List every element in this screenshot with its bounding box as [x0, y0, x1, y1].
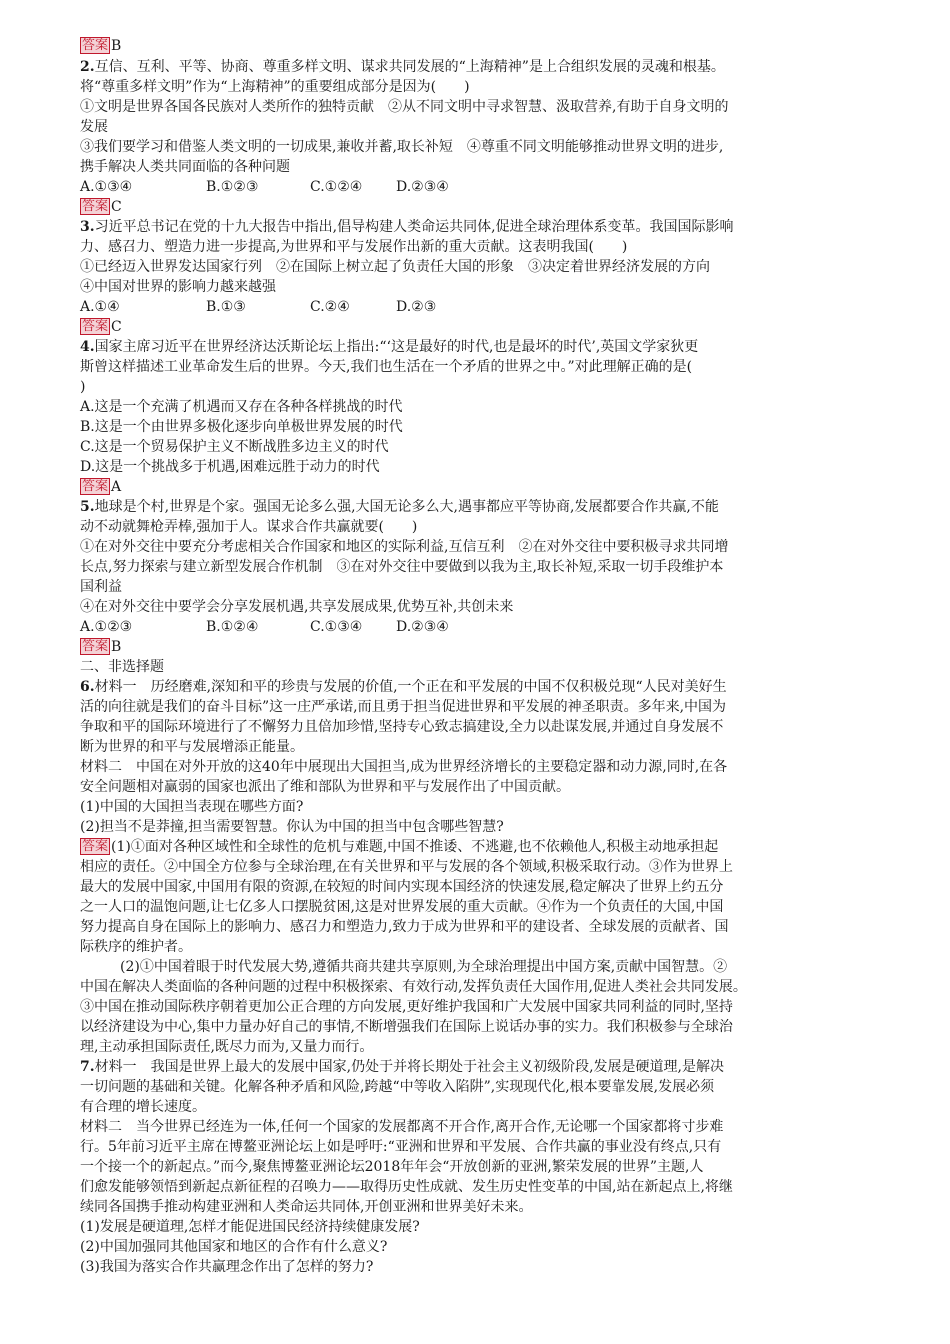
q7-material1-line-2: 一切问题的基础和关键。化解各种矛盾和风险,跨越“中等收入陷阱”,实现现代化,根本要靠发展,发展必须	[80, 1079, 715, 1095]
q6-answer-line-11: 理,主动承担国际责任,既尽力而为,又量力而行。	[80, 1039, 374, 1055]
q7-material2-line-3: 一个接一个的新起点。”而今,聚焦博鳌亚洲论坛2018年年会“开放创新的亚洲,繁荣发展的世界”主题,人	[80, 1159, 704, 1175]
q5-answer-line	[80, 638, 121, 657]
q6-answer-line-7: (2)①中国着眼于时代发展大势,遵循共商共建共享原则,为全球治理提出中国方案,贡献中国智慧。②	[120, 959, 728, 975]
stem-text: 互信、互利、平等、协商、尊重多样文明、谋求共同发展的“上海精神”是上合组织发展的灵魂和根基。	[94, 59, 725, 75]
q4-stem-line-2: 斯曾这样描述工业革命发生后的世界。今天,我们也生活在一个矛盾的世界之中。”对此理解正确的是(	[80, 359, 693, 375]
q7-material2-line-4: 们愈发能够领悟到新起点新征程的召唤力——取得历史性成就、发生历史性变革的中国,站在新起点上,将继	[80, 1179, 733, 1195]
q6-material1-line-2: 活的向往就是我们的奋斗目标”这一庄严承诺,而且勇于担当促进世界和平发展的神圣职责。多年来,中国为	[80, 699, 727, 715]
question-number: 7.	[80, 1059, 95, 1075]
q6-answer-line-1	[80, 838, 718, 857]
question-number: 6.	[80, 679, 95, 695]
option-c: C.②④	[310, 299, 350, 315]
answer-value: C	[111, 199, 122, 215]
answer-tag: 答案	[82, 38, 109, 53]
q6-answer-line-6: 际秩序的维护者。	[80, 939, 192, 955]
material-text: 材料一 历经磨难,深知和平的珍贵与发展的价值,一个正在和平发展的中国不仅积极兑现“人民对美好生	[94, 679, 727, 695]
q6-answer-line-10: 以经济建设为中心,集中力量办好自己的事情,不断增强我们在国际上说话办事的实力。我们积极参与全球治	[80, 1019, 733, 1035]
stem-text: 国家主席习近平在世界经济达沃斯论坛上指出:“‘这是最好的时代,也是最坏的时代’,英国文学家狄更	[94, 339, 699, 355]
q7-subquestion-3: (3)我国为落实合作共赢理念作出了怎样的努力?	[80, 1259, 374, 1275]
option-a: A.①④	[80, 299, 120, 315]
q3-answer-line	[80, 318, 122, 337]
q7-subquestion-1: (1)发展是硬道理,怎样才能促进国民经济持续健康发展?	[80, 1219, 420, 1235]
q3-options	[80, 298, 436, 317]
option-b: B.①②③	[206, 179, 259, 195]
answer-value: C	[111, 319, 122, 335]
stem-text: 习近平总书记在党的十九大报告中指出,倡导构建人类命运共同体,促进全球治理体系变革。我国国际影响	[94, 219, 734, 235]
question-number: 4.	[80, 339, 95, 355]
q2-statement-line-1: ①文明是世界各国各民族对人类所作的独特贡献 ②从不同文明中寻求智慧、汲取营养,有助于自身文明的	[80, 99, 729, 115]
q6-answer-line-5: 努力提高自身在国际上的影响力、感召力和塑造力,致力于成为世界和平的建设者、全球发展的贡献者、国	[80, 919, 729, 935]
q5-stem-line-1	[80, 498, 719, 517]
option-d: D.②③④	[396, 179, 449, 195]
q1-answer-line	[80, 37, 121, 56]
q4-stem-line-1	[80, 338, 698, 357]
question-number: 2.	[80, 59, 95, 75]
q5-options	[80, 618, 449, 637]
q7-material1-line-3: 有合理的增长速度。	[80, 1099, 206, 1115]
q4-answer-line	[80, 478, 121, 497]
q3-statement-line-2: ④中国对世界的影响力越来越强	[80, 279, 276, 295]
q5-stem-line-2: 动不动就舞枪弄棒,强加于人。谋求合作共赢就要( )	[80, 519, 418, 535]
q6-subquestion-1: (1)中国的大国担当表现在哪些方面?	[80, 799, 304, 815]
material-text: 材料一 我国是世界上最大的发展中国家,仍处于并将长期处于社会主义初级阶段,发展是硬道理,是解决	[94, 1059, 724, 1075]
question-number: 3.	[80, 219, 95, 235]
q6-material1-line-1	[80, 678, 727, 697]
q6-material1-line-4: 断为世界的和平与发展增添正能量。	[80, 739, 304, 755]
q7-material1-line-1	[80, 1058, 724, 1077]
option-d: D.②③	[396, 299, 437, 315]
option-b: B.①②④	[206, 619, 259, 635]
q6-answer-line-9: ③中国在推动国际秩序朝着更加公正合理的方向发展,更好维护我国和广大发展中国家共同利益的同时,坚持	[80, 999, 733, 1015]
q2-statement-line-2: 发展	[80, 119, 108, 135]
q3-statement-line-1: ①已经迈入世界发达国家行列 ②在国际上树立起了负责任大国的形象 ③决定着世界经济发展的方向	[80, 259, 710, 275]
question-number: 5.	[80, 499, 95, 515]
q7-material2-line-5: 续同各国携手推动构建亚洲和人类命运共同体,开创亚洲和世界美好未来。	[80, 1199, 533, 1215]
section-heading: 二、非选择题	[80, 659, 164, 675]
q6-material2-line-1: 材料二 中国在对外开放的这40年中展现出大国担当,成为世界经济增长的主要稳定器和动力源,同时,在各	[80, 759, 728, 775]
answer-value: B	[111, 38, 122, 54]
stem-text: 地球是个村,世界是个家。强国无论多么强,大国无论多么大,遇事都应平等协商,发展都要合作共赢,不能	[94, 499, 719, 515]
option-d: D.②③④	[396, 619, 449, 635]
answer-tag: 答案	[82, 319, 109, 334]
q6-answer-line-3: 最大的发展中国家,中国用有限的资源,在较短的时间内实现本国经济的快速发展,稳定解决了世界上约五分	[80, 879, 724, 895]
option-b: B.①③	[206, 299, 246, 315]
q6-answer-line-8: 中国在解决人类面临的各种问题的过程中积极探索、有效行动,发挥负责任大国作用,促进人类社会共同发展。	[80, 979, 747, 995]
q2-stem-line-2: 将“尊重多样文明”作为“上海精神”的重要组成部分是因为( )	[80, 79, 470, 95]
answer-text: (1)①面对各种区域性和全球性的危机与难题,中国不推诿、不逃避,也不依赖他人,积极主动地承担起	[111, 839, 719, 855]
answer-tag: 答案	[82, 839, 109, 854]
q7-material2-line-1: 材料二 当今世界已经连为一体,任何一个国家的发展都离不开合作,离开合作,无论哪一个国家都将寸步难	[80, 1119, 724, 1135]
q6-subquestion-2: (2)担当不是莽撞,担当需要智慧。你认为中国的担当中包含哪些智慧?	[80, 819, 504, 835]
q2-stem-line-1	[80, 58, 725, 77]
answer-tag: 答案	[82, 639, 109, 654]
option-a: A.①③④	[80, 179, 133, 195]
q6-answer-line-2: 相应的责任。②中国全方位参与全球治理,在有关世界和平与发展的各个领域,积极采取行动。③作为世界上	[80, 859, 733, 875]
q2-answer-line	[80, 198, 122, 217]
q7-material2-line-2: 行。5年前习近平主席在博鳌亚洲论坛上如是呼吁:“亚洲和世界和平发展、合作共赢的事业没有终点,只有	[80, 1139, 722, 1155]
q3-stem-line-1	[80, 218, 734, 237]
q2-options	[80, 178, 449, 197]
option-c: C.①②④	[310, 179, 363, 195]
q6-material2-line-2: 安全问题相对赢弱的国家也派出了维和部队为世界和平与发展作出了中国贡献。	[80, 779, 570, 795]
q6-answer-line-4: 之一人口的温饱问题,让七亿多人口摆脱贫困,这是对世界发展的重大贡献。④作为一个负责任的大国,中国	[80, 899, 724, 915]
answer-value: A	[111, 479, 122, 495]
q5-statement-line-2: 长点,努力探索与建立新型发展合作机制 ③在对外交往中要做到以我为主,取长补短,采取一切手段维护本	[80, 559, 724, 575]
q2-statement-line-3: ③我们要学习和借鉴人类文明的一切成果,兼收并蓄,取长补短 ④尊重不同文明能够推动世界文明的进步,	[80, 139, 724, 155]
q5-statement-line-4: ④在对外交往中要学会分享发展机遇,共享发展成果,优势互补,共创未来	[80, 599, 514, 615]
q4-option-d: D.这是一个挑战多于机遇,困难远胜于动力的时代	[80, 459, 380, 475]
q4-stem-line-3: )	[80, 379, 86, 395]
answer-value: B	[111, 639, 122, 655]
q4-option-a: A.这是一个充满了机遇而又存在各种各样挑战的时代	[80, 399, 403, 415]
q2-statement-line-4: 携手解决人类共同面临的各种问题	[80, 159, 290, 175]
q3-stem-line-2: 力、感召力、塑造力进一步提高,为世界和平与发展作出新的重大贡献。这表明我国( )	[80, 239, 628, 255]
q5-statement-line-1: ①在对外交往中要充分考虑相关合作国家和地区的实际利益,互信互利 ②在对外交往中要积极寻求共同增	[80, 539, 729, 555]
q6-material1-line-3: 争取和平的国际环境进行了不懈努力且倍加珍惜,坚持专心致志搞建设,全力以赴谋发展,并通过自身发展不	[80, 719, 724, 735]
q4-option-c: C.这是一个贸易保护主义不断战胜多边主义的时代	[80, 439, 389, 455]
option-c: C.①③④	[310, 619, 363, 635]
answer-tag: 答案	[82, 479, 109, 494]
answer-tag: 答案	[82, 199, 109, 214]
q4-option-b: B.这是一个由世界多极化逐步向单极世界发展的时代	[80, 419, 403, 435]
option-a: A.①②③	[80, 619, 133, 635]
q7-subquestion-2: (2)中国加强同其他国家和地区的合作有什么意义?	[80, 1239, 388, 1255]
q5-statement-line-3: 国利益	[80, 579, 122, 595]
